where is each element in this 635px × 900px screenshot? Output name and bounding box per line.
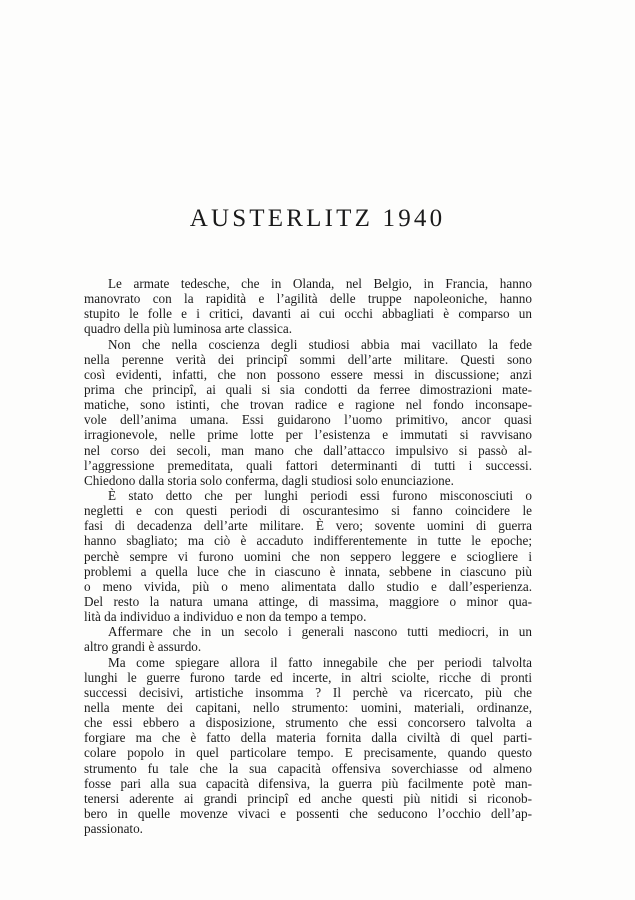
- text-line: forgiare ma che è fatto della materia fornita dalla civiltà di quel parti-: [84, 730, 532, 746]
- text-line: vole dell’anima umana. Essi guidarono l’uomo primitivo, ancor quasi: [84, 412, 532, 428]
- text-line: lunghi le guerre furono tarde ed incerte, in altri sciolte, ricche di pronti: [84, 669, 532, 685]
- text-line: nel corso dei secoli, man mano che dall’attacco impulsivo si passò al-: [84, 442, 532, 458]
- text-line: hanno sbagliato; ma ciò è accaduto indifferentemente in tutte le epoche;: [84, 533, 532, 549]
- text-line: colare popolo in quel particolare tempo. E precisamente, quando questo: [84, 745, 532, 761]
- page-title: AUSTERLITZ 1940: [189, 205, 446, 232]
- text-line: perchè sempre vi furono uomini che non seppero leggere e sciogliere i: [84, 548, 532, 564]
- text-line: che essi ebbero a disposizione, strumento che essi concorsero talvolta a: [84, 715, 532, 731]
- text-line: l’aggressione premeditata, quali fattori determinanti di tutti i successi.: [84, 457, 532, 473]
- text-line: prima che principî, ai quali si sia condotti da ferree dimostrazioni mate-: [84, 381, 532, 397]
- text-line: nella mente dei capitani, nello strumento: uomini, materiali, ordinanze,: [84, 699, 532, 715]
- paragraph: [84, 488, 532, 624]
- paragraph: [84, 337, 532, 488]
- text-line: Ma come spiegare allora il fatto innegabile che per periodi talvolta: [108, 654, 532, 670]
- text-line: fasi di decadenza dell’arte militare. È vero; sovente uomini di guerra: [84, 518, 532, 534]
- text-line: Affermare che in un secolo i generali nascono tutti mediocri, in un: [108, 624, 532, 640]
- text-line: quadro della più luminosa arte classica.: [84, 321, 292, 337]
- text-line: Non che nella coscienza degli studiosi abbia mai vacillato la fede: [108, 336, 532, 352]
- text-line: tenersi aderente ai grandi principî ed anche questi più nitidi si riconob-: [84, 790, 532, 806]
- article-body: [84, 276, 532, 836]
- text-line: o meno vivida, più o meno alimentata dallo studio e dall’esperienza.: [84, 578, 532, 594]
- text-line: Chiedono dalla storia solo conferma, dagli studiosi solo enunciazione.: [84, 472, 454, 488]
- text-line: Del resto la natura umana attinge, di massima, maggiore o minor qua-: [84, 593, 532, 609]
- text-line: problemi a quella luce che in ciascuno è innata, sebbene in ciascuno più: [84, 563, 532, 579]
- text-line: fosse pari alla sua capacità difensiva, la guerra più facilmente potè man-: [84, 775, 532, 791]
- text-line: manovrato con la rapidità e l’agilità delle truppe napoleoniche, hanno: [84, 291, 532, 307]
- text-line: altro grandi è assurdo.: [84, 639, 202, 655]
- text-line: Le armate tedesche, che in Olanda, nel Belgio, in Francia, hanno: [108, 276, 532, 291]
- paragraph: [84, 276, 532, 337]
- text-line: stupito le folle e i critici, davanti ai cui occhi abbagliati è comparso un: [84, 306, 532, 322]
- paragraph: [84, 624, 532, 654]
- text-line: nella perenne verità dei principî sommi dell’arte militare. Questi sono: [84, 351, 532, 367]
- text-line: passionato.: [84, 821, 143, 837]
- text-line: matiche, sono istinti, che trovan radice e ragione nel fondo inconsape-: [84, 397, 532, 413]
- text-line: strumento fu tale che la sua capacità offensiva soverchiasse od almeno: [84, 760, 532, 776]
- text-line: bero in quelle movenze vivaci e possenti che seducono l’occhio dell’ap-: [84, 805, 532, 821]
- text-line: lità da individuo a individuo e non da tempo a tempo.: [84, 609, 367, 625]
- text-line: successi decisivi, artistiche insomma ? Il perchè va ricercato, più che: [84, 684, 532, 700]
- text-line: È stato detto che per lunghi periodi essi furono misconosciuti o: [108, 487, 532, 503]
- paragraph: [84, 655, 532, 837]
- text-line: irragionevole, nelle prime lotte per l’esistenza e immutati si ravvisano: [84, 427, 532, 443]
- text-line: così evidenti, infatti, che non possono essere messi in discussione; anzi: [84, 366, 532, 382]
- text-line: negletti e con questi periodi di oscurantesimo si fanno coincidere le: [84, 503, 532, 519]
